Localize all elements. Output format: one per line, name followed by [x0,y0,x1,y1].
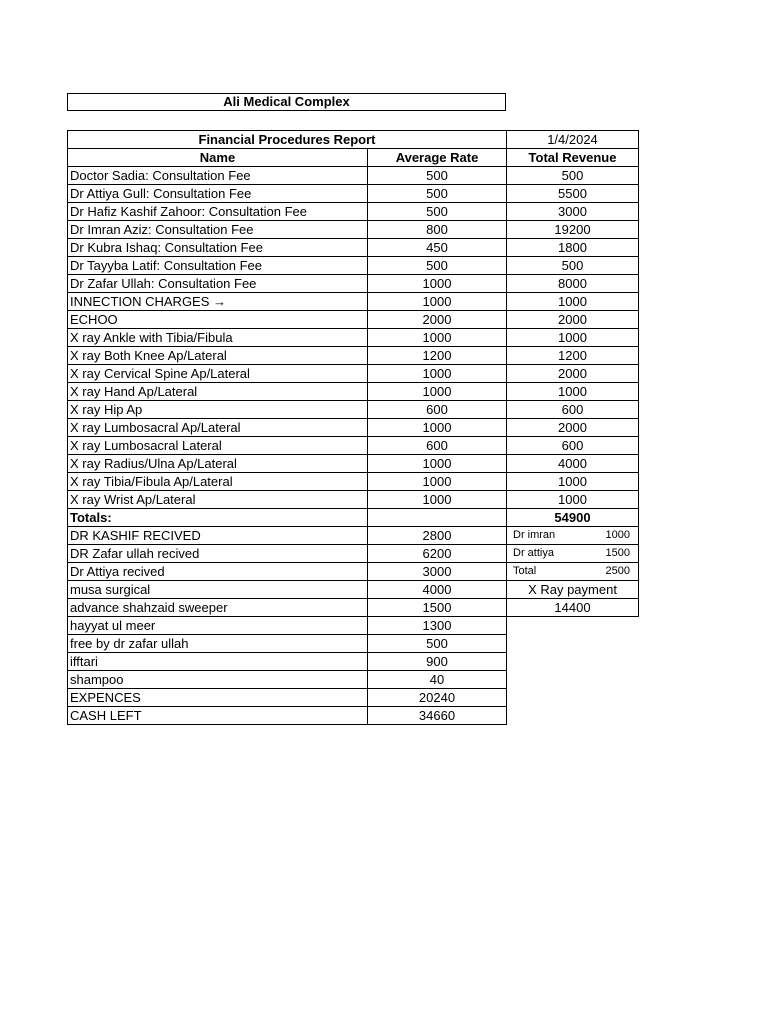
payment-label: Dr Attiya recived [68,563,368,581]
payment-label: ifftari [68,653,368,671]
xray-imran-value: 1000 [605,529,630,541]
xray-total-label: Total [513,565,537,577]
report-date: 1/4/2024 [507,131,639,149]
col-header-name: Name [68,149,368,167]
payment-value: 500 [368,635,507,653]
cash-left-row [68,707,639,725]
report-title: Financial Procedures Report [68,131,507,149]
row-rate: 2000 [368,311,507,329]
header-row [68,149,639,167]
row-revenue: 2000 [507,311,639,329]
row-rate: 500 [368,185,507,203]
xray-imran-cell [507,527,639,545]
expences-value: 20240 [368,689,507,707]
payment-label: shampoo [68,671,368,689]
payment-label: free by dr zafar ullah [68,635,368,653]
row-rate: 1000 [368,275,507,293]
complex-title: Ali Medical Complex [67,93,506,111]
payment-row [68,653,639,671]
payment-row [68,635,639,653]
row-rate: 800 [368,221,507,239]
payment-value: 1500 [368,599,507,617]
payment-value: 40 [368,671,507,689]
table-row [68,491,639,509]
payment-value: 1300 [368,617,507,635]
col-header-rate: Average Rate [368,149,507,167]
payment-row [68,599,639,617]
payment-row [68,527,639,545]
row-name: X ray Radius/Ulna Ap/Lateral [68,455,368,473]
table-row [68,347,639,365]
row-name: Dr Hafiz Kashif Zahoor: Consultation Fee [68,203,368,221]
row-name: X ray Both Knee Ap/Lateral [68,347,368,365]
row-revenue: 19200 [507,221,639,239]
payment-label: DR KASHIF RECIVED [68,527,368,545]
row-rate: 1200 [368,347,507,365]
payment-label: DR Zafar ullah recived [68,545,368,563]
table-row [68,419,639,437]
row-name: X ray Lumbosacral Lateral [68,437,368,455]
cash-left-value: 34660 [368,707,507,725]
report-title-row [68,131,639,149]
payment-row [68,563,639,581]
payment-row [68,581,639,599]
row-rate: 1000 [368,383,507,401]
col-header-revenue: Total Revenue [507,149,639,167]
row-revenue: 500 [507,167,639,185]
row-rate: 500 [368,257,507,275]
payment-label: musa surgical [68,581,368,599]
table-row [68,383,639,401]
payment-label: hayyat ul meer [68,617,368,635]
row-name: Dr Tayyba Latif: Consultation Fee [68,257,368,275]
table-row [68,311,639,329]
payment-value: 4000 [368,581,507,599]
row-rate: 1000 [368,455,507,473]
table-row [68,365,639,383]
row-revenue: 4000 [507,455,639,473]
row-revenue: 1000 [507,473,639,491]
payment-value: 3000 [368,563,507,581]
xray-attiya-label: Dr attiya [513,547,554,559]
report-table [67,130,639,725]
totals-value: 54900 [507,509,639,527]
xray-total-cell [507,563,639,581]
row-revenue: 1800 [507,239,639,257]
row-name: X ray Wrist Ap/Lateral [68,491,368,509]
row-name: X ray Hip Ap [68,401,368,419]
table-row [68,293,639,311]
row-rate: 1000 [368,419,507,437]
table-row [68,239,639,257]
row-rate: 600 [368,401,507,419]
totals-empty-cell [368,509,507,527]
xray-imran-label: Dr imran [513,529,556,541]
row-rate: 500 [368,203,507,221]
row-revenue: 5500 [507,185,639,203]
payment-row [68,671,639,689]
table-row [68,203,639,221]
row-rate: 1000 [368,329,507,347]
payment-value: 900 [368,653,507,671]
row-revenue: 1200 [507,347,639,365]
table-row [68,185,639,203]
table-row [68,455,639,473]
row-name: Dr Kubra Ishaq: Consultation Fee [68,239,368,257]
row-revenue: 1000 [507,293,639,311]
table-row [68,167,639,185]
table-row [68,329,639,347]
xray-attiya-value: 1500 [605,547,630,559]
row-revenue: 600 [507,437,639,455]
row-rate: 1000 [368,365,507,383]
row-rate: 1000 [368,293,507,311]
payment-value: 2800 [368,527,507,545]
row-revenue: 8000 [507,275,639,293]
row-name: Doctor Sadia: Consultation Fee [68,167,368,185]
row-revenue: 3000 [507,203,639,221]
row-revenue: 1000 [507,383,639,401]
table-row [68,257,639,275]
table-row [68,473,639,491]
row-name: X ray Hand Ap/Lateral [68,383,368,401]
table-row [68,221,639,239]
totals-label: Totals: [68,509,368,527]
row-name: INNECTION CHARGES → [68,293,368,311]
xray-payment-value: 14400 [507,599,639,617]
payment-row [68,545,639,563]
table-row [68,437,639,455]
row-revenue: 2000 [507,365,639,383]
payment-row [68,617,639,635]
row-name: Dr Zafar Ullah: Consultation Fee [68,275,368,293]
payment-label: advance shahzaid sweeper [68,599,368,617]
xray-total-value: 2500 [605,565,630,577]
row-rate: 600 [368,437,507,455]
xray-payment-label: X Ray payment [507,581,639,599]
row-revenue: 600 [507,401,639,419]
row-revenue: 1000 [507,329,639,347]
row-rate: 1000 [368,491,507,509]
cash-left-label: CASH LEFT [68,707,368,725]
row-rate: 500 [368,167,507,185]
table-row [68,401,639,419]
expences-label: EXPENCES [68,689,368,707]
row-rate: 1000 [368,473,507,491]
totals-row [68,509,639,527]
table-row [68,275,639,293]
row-name: X ray Cervical Spine Ap/Lateral [68,365,368,383]
payment-value: 6200 [368,545,507,563]
row-revenue: 500 [507,257,639,275]
row-revenue: 2000 [507,419,639,437]
xray-attiya-cell [507,545,639,563]
expences-row [68,689,639,707]
row-name: Dr Attiya Gull: Consultation Fee [68,185,368,203]
row-name: Dr Imran Aziz: Consultation Fee [68,221,368,239]
row-revenue: 1000 [507,491,639,509]
row-name: X ray Lumbosacral Ap/Lateral [68,419,368,437]
row-name: X ray Tibia/Fibula Ap/Lateral [68,473,368,491]
row-name: ECHOO [68,311,368,329]
row-name: X ray Ankle with Tibia/Fibula [68,329,368,347]
row-rate: 450 [368,239,507,257]
